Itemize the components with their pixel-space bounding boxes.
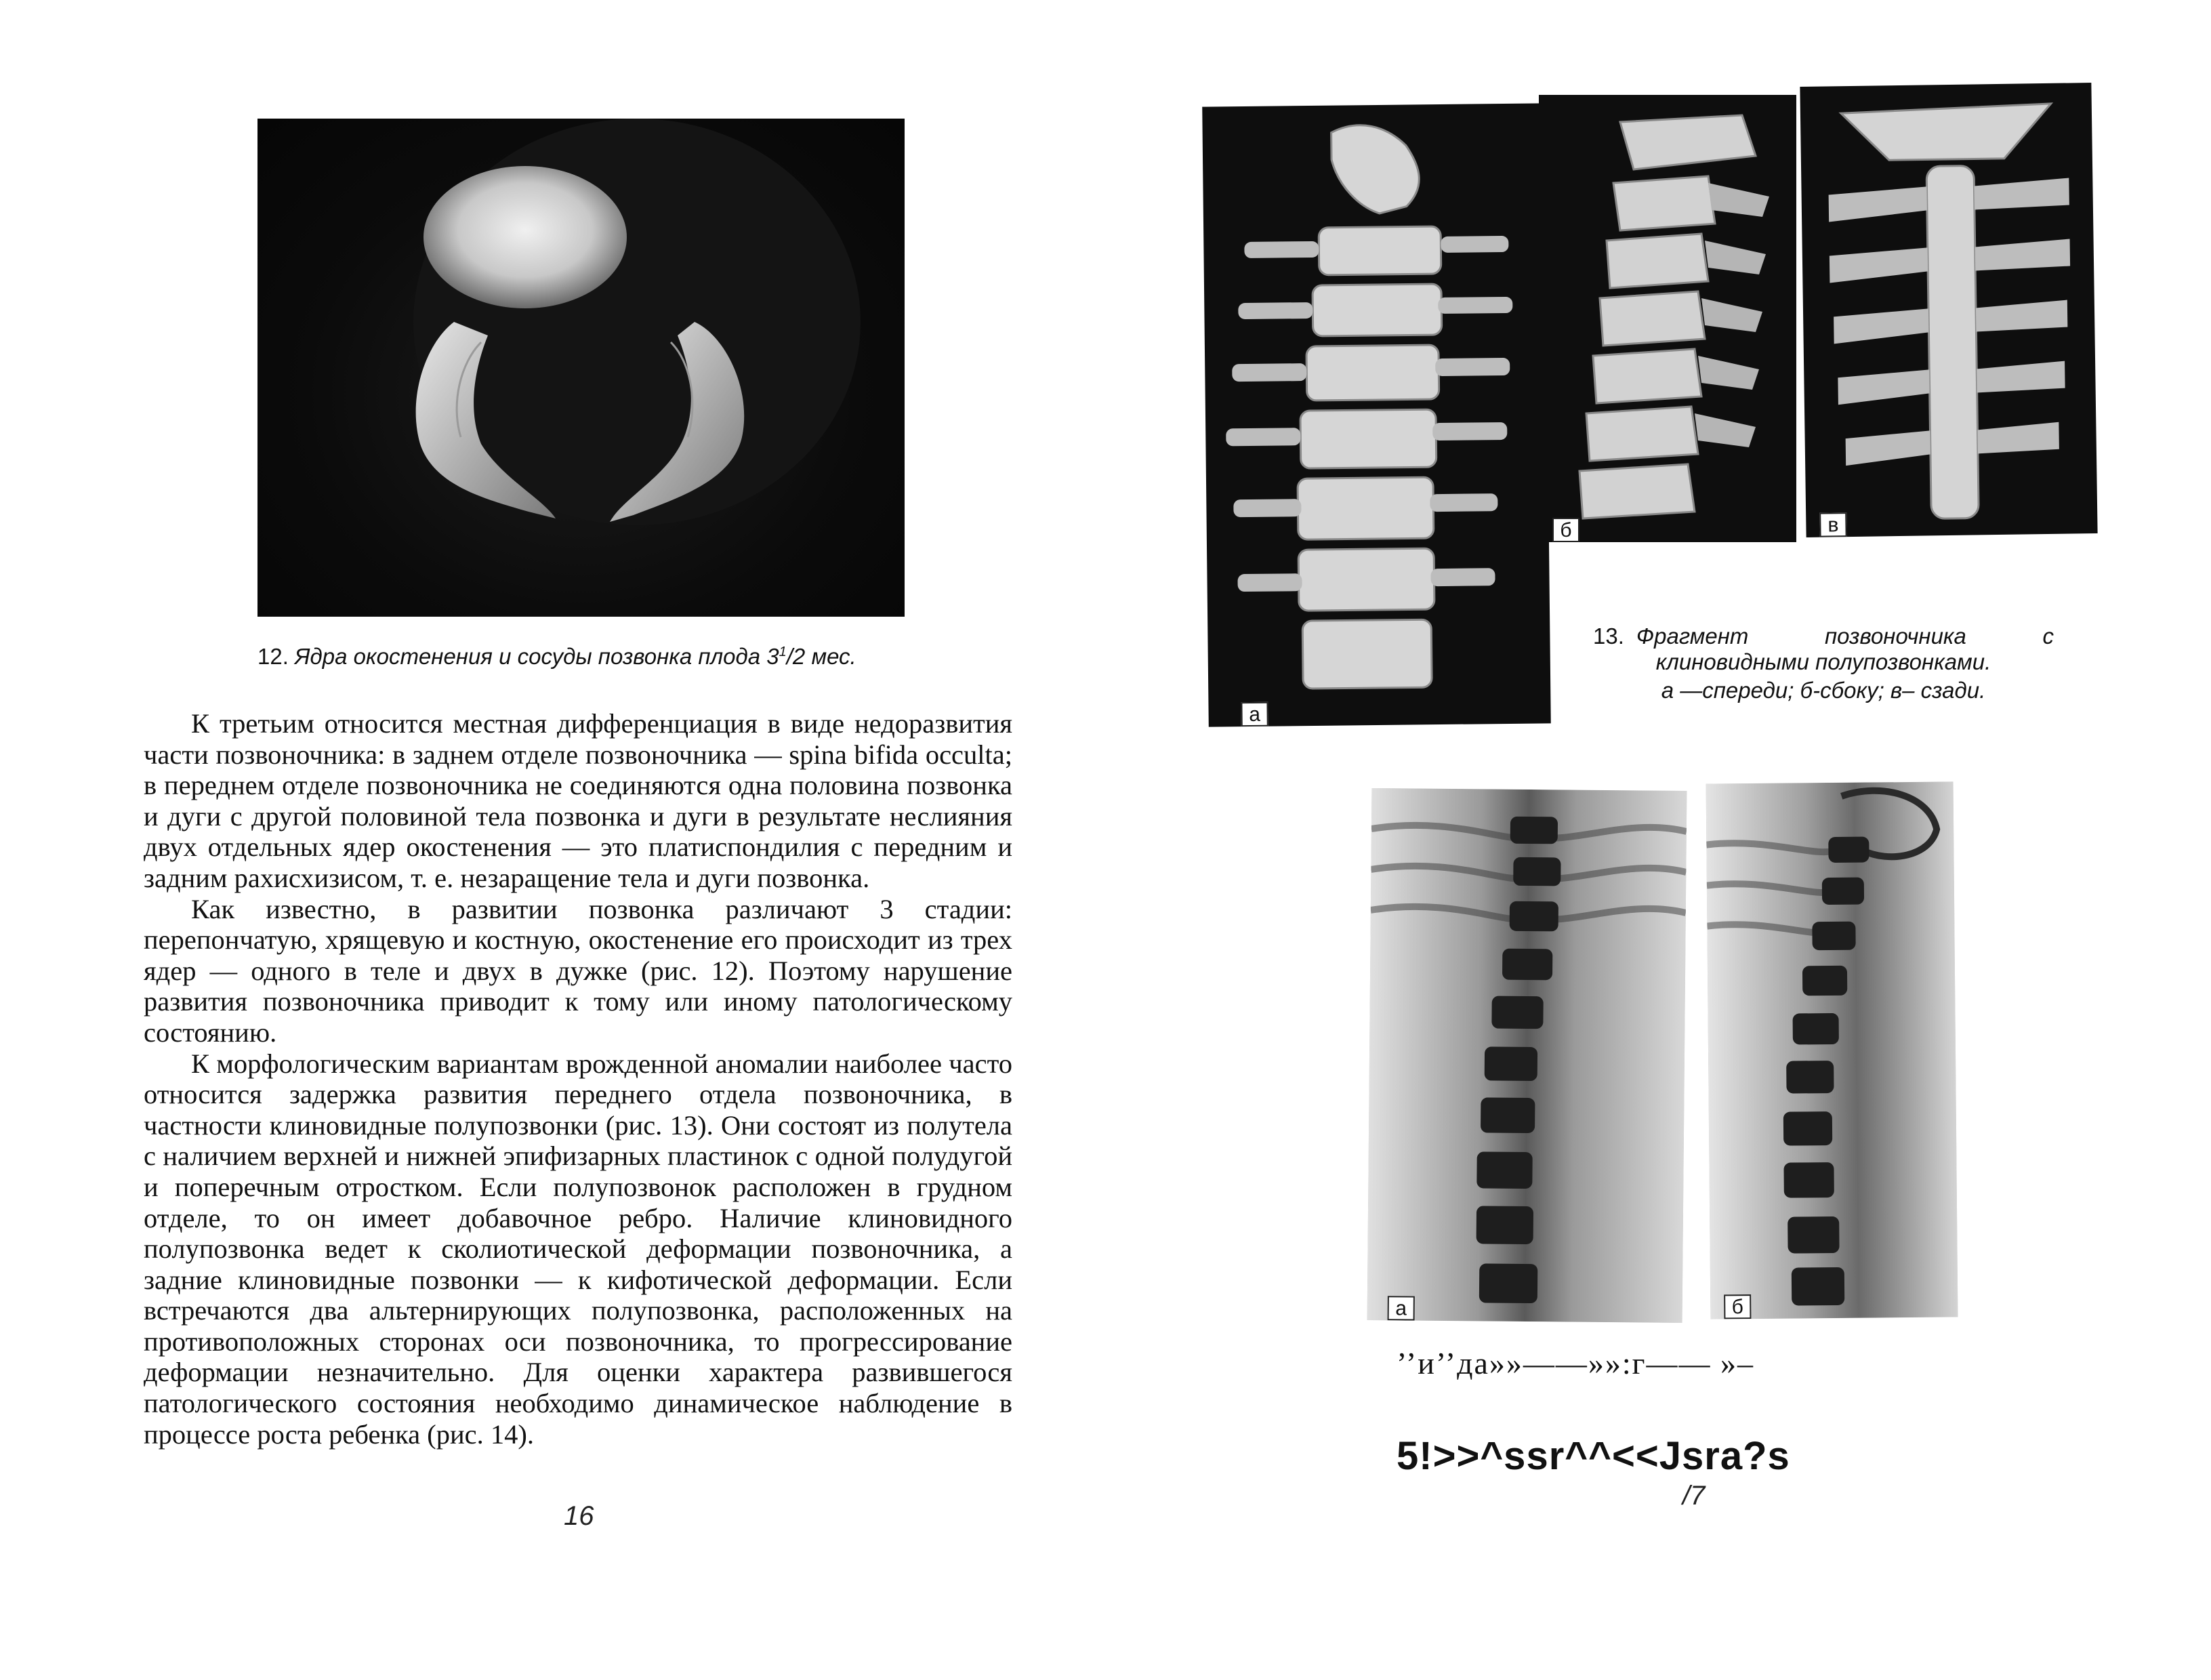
figure-13-caption	[1593, 623, 2054, 703]
paragraph-3: К морфологическим вариантам врожденной аномалии наиболее часто относится задержка развития переднего отдела позвоночника, в частности клиновидные полупозвонки (рис. 13). Они состоят из полутела с наличием верхней и нижней эпифизарных пластинок с одной полудугой и поперечным отростком. Если полупозвонок расположен в грудном отделе, то он имеет добавочное ребро. Наличие клиновидного полупозвонка ведет к сколиотической деформации позвоночника, а задние клиновидные позвонки — к кифотической деформации. Если встречаются два альтернирующих полупозвонка, расположенных на противоположных сторонах оси позвоночника, то прогрессирование деформации незначительно. Для оценки характера развившегося патологического состояния необходимо динамическое наблюдение в процессе роста ребенка (рис. 14).	[144, 1048, 1012, 1450]
paragraph-1: К третьим относится местная дифференциация в виде недоразвития части позвоночника: в заднем отделе позвоночника — spina bifida occulta; в переднем отделе позвоночника не соединяются одна половина позвонка и дуги с другой половиной тела позвонка и дуги в результате неслияния двух отдельных ядер окостенения — это платиспондилия с передним и задним рахисхизисом, т. е. незаращение тела и дуги позвонка.	[144, 708, 1012, 893]
figure-13-caption-title: Фрагмент позвоночника с клиновидными полупозвонками.	[1636, 623, 2054, 674]
page-number-left: 16	[564, 1501, 594, 1531]
figure-13-label-b: б	[1552, 518, 1579, 542]
figure-13-label-c: в	[1819, 512, 1846, 537]
figure-14-garbled-caption-line-1: ’’и’’да»»——»»:г—— »–	[1397, 1346, 1755, 1380]
figure-13-caption-legend: а —спереди; б-сбоку; в– сзади.	[1661, 678, 1986, 703]
vertebra-ossification-image	[257, 119, 905, 617]
figure-13-number: 13.	[1593, 623, 1624, 649]
figure-13-panel-b-photo	[1539, 95, 1796, 542]
spine-back-image	[1800, 83, 2097, 537]
spine-radiograph-b	[1706, 781, 1958, 1319]
page-number-right: /7	[1682, 1481, 1706, 1511]
figure-13-panel-a-photo	[1202, 103, 1551, 726]
figure-12-photo	[257, 119, 905, 617]
figure-12-caption-tail: /2 мес.	[786, 644, 856, 669]
figure-14-panel-a-xray	[1367, 788, 1687, 1323]
figure-12-caption-sup: 1	[779, 644, 787, 659]
figure-14-label-a: а	[1388, 1296, 1415, 1320]
spine-radiograph-a	[1367, 788, 1687, 1323]
figure-14-garbled-caption-line-2: 5!>>^ssr^^<<Jsra?s	[1397, 1434, 1790, 1478]
figure-13-panel-c-photo	[1800, 83, 2097, 537]
body-text	[144, 708, 1012, 1450]
paragraph-2: Как известно, в развитии позвонка различают 3 стадии: перепончатую, хрящевую и костную, окостенение его происходит из трех ядер — одного в теле и двух в дужке (рис. 12). Поэтому нарушение развития позвоночника приводит к тому или иному патологическому состоянию.	[144, 893, 1012, 1048]
figure-12-caption-text: Ядра окостенения и сосуды позвонка плода 3	[295, 644, 779, 669]
figure-13-label-a: а	[1241, 702, 1268, 726]
left-page	[0, 0, 1105, 1680]
figure-14-label-b: б	[1724, 1294, 1751, 1319]
figure-12-number: 12.	[257, 644, 289, 669]
spine-front-image	[1202, 103, 1551, 726]
right-page	[1105, 0, 2211, 1680]
figure-12-caption	[257, 644, 856, 670]
figure-14-panel-b-xray	[1706, 781, 1958, 1319]
spine-side-image	[1539, 95, 1796, 542]
